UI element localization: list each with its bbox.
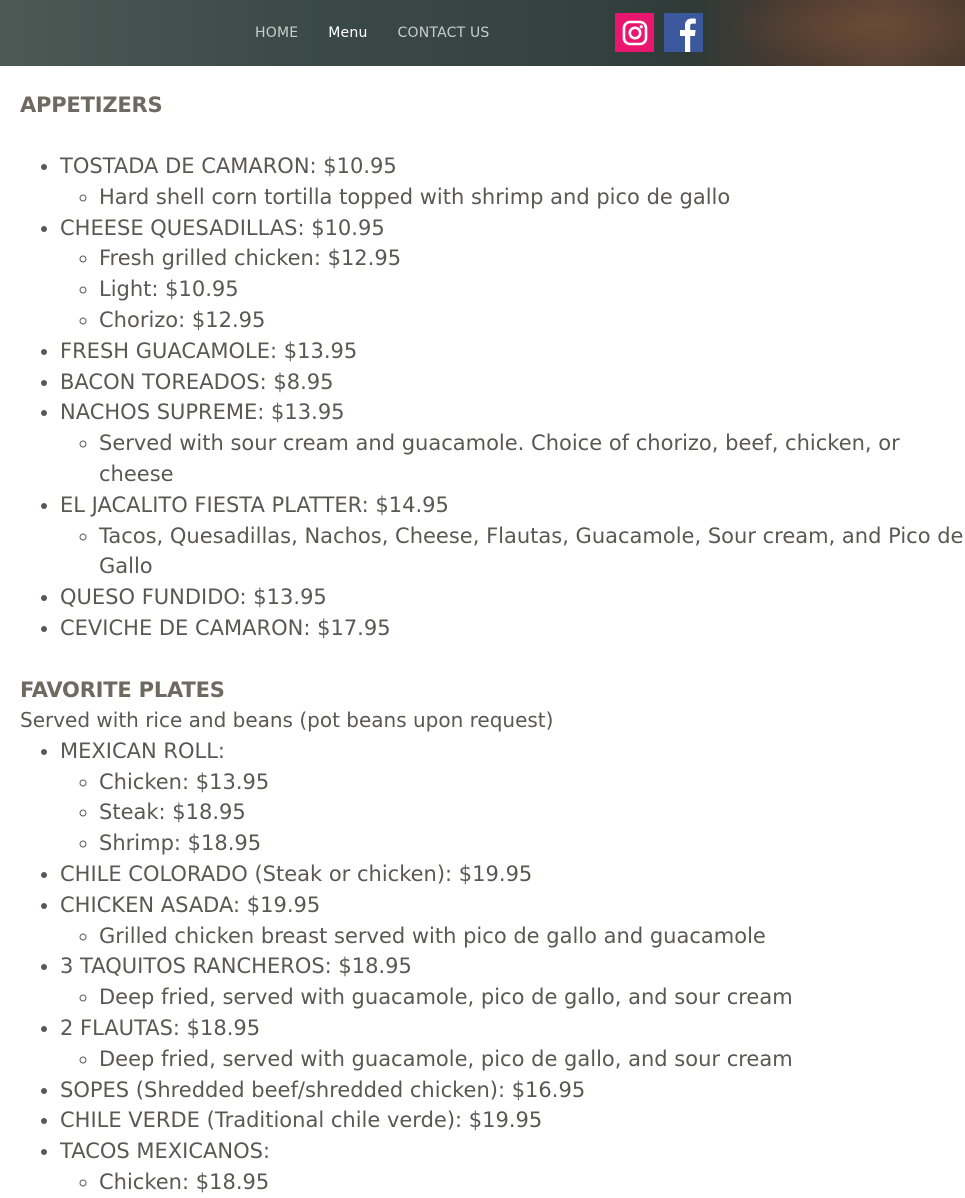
nav-contact-link[interactable]: CONTACT US <box>397 25 490 41</box>
menu-item <box>60 859 965 890</box>
social-links <box>615 13 703 52</box>
nav-home-link[interactable]: HOME <box>255 25 299 41</box>
menu-item <box>60 1075 965 1106</box>
menu-item-label: CHILE COLORADO (Steak or chicken): $19.95 <box>60 861 533 886</box>
menu-item-detail: ◦ Light: $10.95 <box>99 274 965 305</box>
menu-content <box>0 66 965 1198</box>
menu-item-detail: ◦ Grilled chicken breast served with pico de gallo and guacamole <box>99 921 965 952</box>
menu-item <box>60 1136 965 1198</box>
menu-item <box>60 213 965 336</box>
spacer <box>20 120 965 151</box>
menu-item <box>60 582 965 613</box>
menu-item-label: 2 FLAUTAS: $18.95 <box>60 1015 261 1040</box>
menu-item-detail: ◦ Chicken: $13.95 <box>99 767 965 798</box>
instagram-link[interactable] <box>615 13 654 52</box>
menu-item-label: FRESH GUACAMOLE: $13.95 <box>60 338 358 363</box>
menu-item-label: CEVICHE DE CAMARON: $17.95 <box>60 615 391 640</box>
menu-item-details <box>60 767 965 859</box>
spacer <box>20 644 965 675</box>
menu-item <box>60 490 965 582</box>
menu-item <box>60 1105 965 1136</box>
menu-item-detail: ◦ Shrimp: $18.95 <box>99 828 965 859</box>
menu-item-label: MEXICAN ROLL: <box>60 738 225 763</box>
menu-item <box>60 151 965 213</box>
menu-item-details <box>60 1167 965 1198</box>
menu-item-label: CHILE VERDE (Traditional chile verde): $19.95 <box>60 1108 543 1133</box>
menu-item-details <box>60 982 965 1013</box>
facebook-icon <box>664 13 703 52</box>
menu-item-detail: ◦ Hard shell corn tortilla topped with shrimp and pico de gallo <box>99 182 965 213</box>
menu-item-label: QUESO FUNDIDO: $13.95 <box>60 585 327 610</box>
menu-item-detail: ◦ Deep fried, served with guacamole, pico de gallo, and sour cream <box>99 982 965 1013</box>
menu-item-detail: ◦ Chorizo: $12.95 <box>99 305 965 336</box>
menu-item-label: SOPES (Shredded beef/shredded chicken): $16.95 <box>60 1077 586 1102</box>
menu-item <box>60 336 965 367</box>
main-nav <box>255 0 490 66</box>
menu-item-label: CHEESE QUESADILLAS: $10.95 <box>60 215 385 240</box>
menu-item <box>60 951 965 1013</box>
instagram-icon <box>620 18 650 48</box>
menu-item-label: CHICKEN ASADA: $19.95 <box>60 892 321 917</box>
favorite-plates-note: Served with rice and beans (pot beans upon request) <box>20 707 554 732</box>
menu-item-label: BACON TOREADOS: $8.95 <box>60 369 334 394</box>
menu-item-detail: ◦ Steak: $18.95 <box>99 797 965 828</box>
menu-item <box>60 397 965 489</box>
menu-item <box>60 613 965 644</box>
menu-item-details <box>60 1044 965 1075</box>
menu-item-detail: ◦ Chicken: $18.95 <box>99 1167 965 1198</box>
menu-item-detail: ◦ Fresh grilled chicken: $12.95 <box>99 243 965 274</box>
menu-item-label: NACHOS SUPREME: $13.95 <box>60 400 345 425</box>
menu-item-detail: ◦ Deep fried, served with guacamole, pico de gallo, and sour cream <box>99 1044 965 1075</box>
menu-item-detail: ◦ Tacos, Quesadillas, Nachos, Cheese, Flautas, Guacamole, Sour cream, and Pico de Gallo <box>99 521 965 583</box>
menu-item-details <box>60 521 965 583</box>
menu-item <box>60 367 965 398</box>
menu-item-details <box>60 921 965 952</box>
menu-item <box>60 890 965 952</box>
facebook-link[interactable] <box>664 13 703 52</box>
menu-item-details <box>60 182 965 213</box>
menu-item-label: TOSTADA DE CAMARON: $10.95 <box>60 154 397 178</box>
site-header <box>0 0 965 66</box>
favorite-plates-list <box>20 736 965 1198</box>
menu-item-details <box>60 243 965 335</box>
menu-item <box>60 1013 965 1075</box>
appetizers-heading: APPETIZERS <box>20 93 163 117</box>
appetizers-list <box>20 151 965 644</box>
menu-item-label: 3 TAQUITOS RANCHEROS: $18.95 <box>60 954 412 979</box>
nav-menu-link[interactable]: Menu <box>328 25 368 41</box>
menu-item-details <box>60 428 965 490</box>
menu-item-label: TACOS MEXICANOS: <box>60 1139 271 1164</box>
menu-item-detail: ◦ Served with sour cream and guacamole. Choice of chorizo, beef, chicken, or cheese <box>99 428 965 490</box>
menu-item <box>60 736 965 859</box>
menu-item-label: EL JACALITO FIESTA PLATTER: $14.95 <box>60 492 449 517</box>
favorite-plates-heading: FAVORITE PLATES <box>20 677 225 702</box>
